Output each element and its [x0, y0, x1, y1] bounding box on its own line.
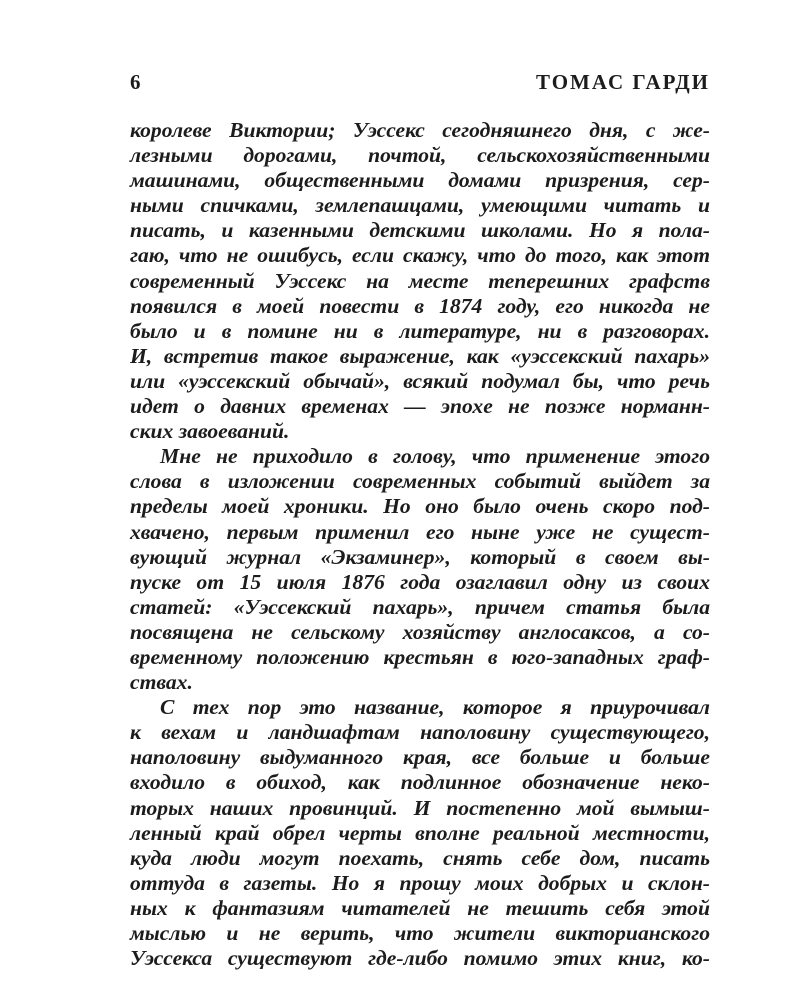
- text-line: современный Уэссекс на месте теперешних графств: [130, 268, 710, 293]
- text-line: машинами, общественными домами призрения, сер-: [130, 168, 710, 193]
- text-line: ных к фантазиям читателей не тешить себя этой: [130, 895, 710, 920]
- text-line: торых наших провинций. И постепенно мой вымыш-: [130, 795, 710, 820]
- text-line: ских завоеваний.: [130, 419, 290, 444]
- text-line: идет о давних временах — эпохе не позже норманн-: [130, 394, 710, 419]
- text-line: С тех пор это название, которое я приурочивал: [160, 695, 710, 720]
- text-line: гаю, что не ошибусь, если скажу, что до того, как этот: [130, 243, 710, 268]
- text-line: Уэссекса существуют где-либо помимо этих книг, ко-: [130, 946, 710, 971]
- text-line: куда люди могут поехать, снять себе дом, писать: [130, 845, 710, 870]
- text-line: И, встретив такое выражение, как «уэссекский пахарь»: [130, 343, 710, 368]
- text-line: появился в моей повести в 1874 году, его никогда не: [130, 293, 710, 318]
- body-text: [130, 118, 710, 971]
- paragraph: [130, 695, 710, 971]
- running-title: ТОМАС ГАРДИ: [535, 70, 710, 94]
- text-line: хвачено, первым применил его ныне уже не сущест-: [130, 519, 710, 544]
- text-line: ленный край обрел черты вполне реальной местности,: [130, 820, 710, 845]
- paragraph: [130, 118, 710, 444]
- text-line: писать, и казенными детскими школами. Но я пола-: [130, 218, 710, 243]
- text-line: слова в изложении современных событий выйдет за: [130, 469, 710, 494]
- text-line: лезными дорогами, почтой, сельскохозяйственными: [130, 143, 710, 168]
- text-line: вующий журнал «Экзаминер», который в своем вы-: [130, 544, 710, 569]
- text-line: пределы моей хроники. Но оно было очень скоро под-: [130, 494, 710, 519]
- text-line: к вехам и ландшафтам наполовину существующего,: [130, 720, 710, 745]
- running-head: [130, 70, 710, 100]
- text-line: ными спичками, землепашцами, умеющими читать и: [130, 193, 710, 218]
- text-line: посвящена не сельскому хозяйству англосаксов, а со-: [130, 619, 710, 644]
- text-line: Мне не приходило в голову, что применение этого: [160, 444, 710, 469]
- text-line: наполовину выдуманного края, все больше и больше: [130, 745, 710, 770]
- text-line: королеве Виктории; Уэссекс сегодняшнего дня, с же-: [130, 118, 710, 142]
- text-line: ствах.: [130, 670, 193, 695]
- text-line: или «уэссекский обычай», всякий подумал бы, что речь: [130, 368, 710, 393]
- text-line: оттуда в газеты. Но я прошу моих добрых и склон-: [130, 870, 710, 895]
- text-line: временному положению крестьян в юго-западных граф-: [130, 644, 710, 669]
- text-line: статей: «Уэссекский пахарь», причем статья была: [130, 594, 710, 619]
- text-line: входило в обиход, как подлинное обозначение неко-: [130, 770, 710, 795]
- text-line: пуске от 15 июля 1876 года озаглавил одну из своих: [130, 569, 710, 594]
- text-line: мыслью и не верить, что жители викторианского: [130, 921, 710, 945]
- text-line: было и в помине ни в литературе, ни в разговорах.: [130, 318, 710, 343]
- page-number: 6: [130, 70, 142, 94]
- paragraph: [130, 444, 710, 695]
